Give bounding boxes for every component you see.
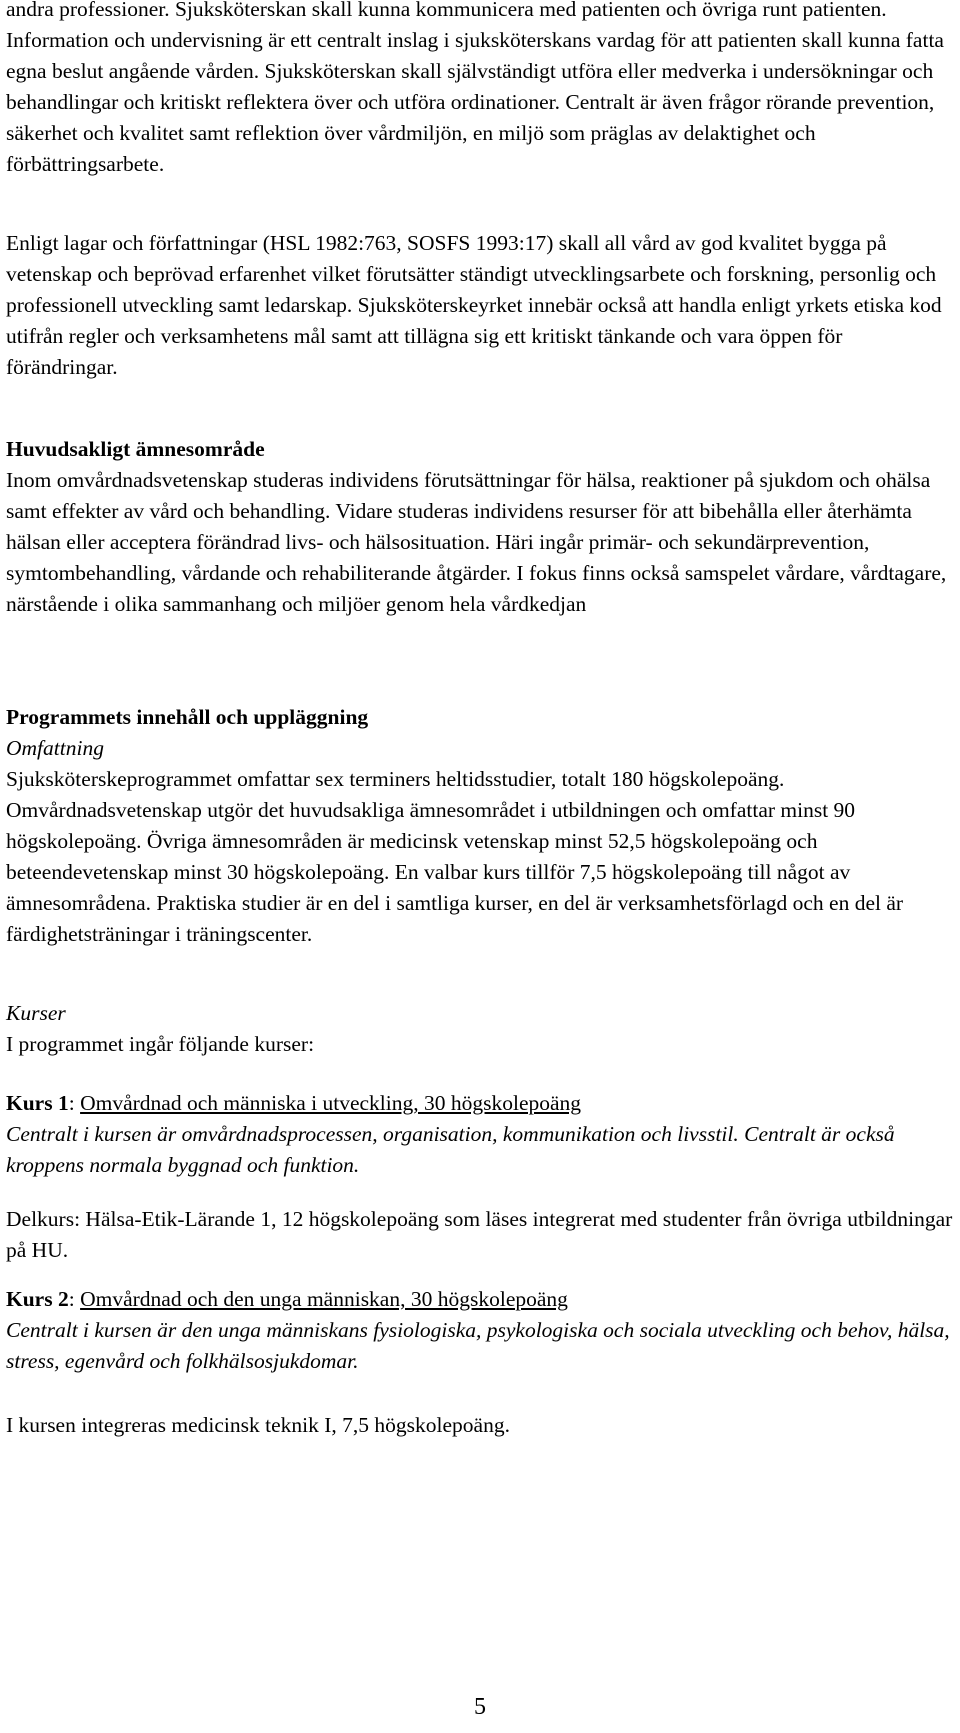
course-description: Centralt i kursen är den unga människans fysiologiska, psykologiska och sociala utveckling och behov, hälsa, stress, egenvård och folkhälsosjukdomar. [6, 1318, 950, 1373]
course-title: Omvårdnad och människa i utveckling, 30 högskolepoäng [80, 1091, 582, 1115]
body-paragraph: Inom omvårdnadsvetenskap studeras individens förutsättningar för hälsa, reaktioner på sjukdom och ohälsa samt effekter av vård och behandling. Vidare studeras individens resurser för att bibehålla eller återhämta hälsan eller acceptera förändrad livs- och hälsosituation. Häri ingår primär- och sekundärprevention, symtombehandling, vårdande och rehabiliterande åtgärder. I fokus finns också samspelet vårdare, vårdtagare, närstående i olika sammanhang och miljöer genom hela vårdkedjan [6, 468, 947, 616]
course-note: I kursen integreras medicinsk teknik I, 7,5 högskolepoäng. [6, 1413, 510, 1437]
course-separator: : [68, 1287, 81, 1311]
section-program [6, 702, 954, 950]
body-paragraph: Sjuksköterskeprogrammet omfattar sex terminers heltidsstudier, totalt 180 högskolepoäng. Omvårdnadsvetenskap utgör det huvudsakliga ämnesområdet i utbildningen och omfattar minst 90 högskolepoäng. Övriga ämnesområden är medicinsk vetenskap minst 52,5 högskolepoäng och beteendevetenskap minst 30 högskolepoäng. En valbar kurs tillför 7,5 högskolepoäng till något av ämnesområdena. Praktiska studier är en del i samtliga kurser, en del är verksamhetsförlagd och en del är färdighetsträningar i träningscenter. [6, 767, 904, 946]
course-title: Omvårdnad och den unga människan, 30 högskolepoäng [80, 1287, 568, 1311]
courses-intro: I programmet ingår följande kurser: [6, 1032, 315, 1056]
course-1-note [6, 1204, 954, 1266]
course-2-note [6, 1410, 954, 1441]
body-paragraph: Enligt lagar och författningar (HSL 1982:763, SOSFS 1993:17) skall all vård av god kvalitet bygga på vetenskap och beprövad erfarenhet vilket förutsätter ständigt utvecklingsarbete och forskning, personlig och professionell utveckling samt ledarskap. Sjuksköterskeyrket innebär också att handla enligt yrkets etiska kod utifrån regler och verksamhetens mål samt att tillägna sig ett kritiskt tänkande och vara öppen för förändringar. [6, 231, 942, 379]
page-number: 5 [474, 1694, 486, 1720]
course-1 [6, 1088, 954, 1181]
course-description: Centralt i kursen är omvårdnadsprocessen, organisation, kommunikation och livsstil. Centralt är också kroppens normala byggnad och funktion. [6, 1122, 895, 1177]
course-separator: : [68, 1091, 81, 1115]
courses-section [6, 998, 954, 1060]
section-heading: Huvudsakligt ämnesområde [6, 437, 265, 461]
course-title-line [6, 1088, 954, 1119]
course-title-line [6, 1284, 954, 1315]
section-heading: Programmets innehåll och uppläggning [6, 705, 369, 729]
subheading-courses: Kurser [6, 1001, 66, 1025]
course-number: Kurs 1 [6, 1091, 69, 1115]
section-main-area [6, 434, 954, 620]
body-paragraph: andra professioner. Sjuksköterskan skall kunna kommunicera med patienten och övriga runt patienten. Information och undervisning är ett centralt inslag i sjuksköterskans vardag för att patienten skall kunna fatta egna beslut angående vården. Sjuksköterskan skall självständigt utföra eller medverka i undersökningar och behandlingar och kritiskt reflektera över och utföra ordinationer. Centralt är även frågor rörande prevention, säkerhet och kvalitet samt reflektion över vårdmiljön, en miljö som präglas av delaktighet och förbättringsarbete. [6, 0, 944, 176]
subheading-scope: Omfattning [6, 736, 104, 760]
course-2 [6, 1284, 954, 1377]
course-note: Delkurs: Hälsa-Etik-Lärande 1, 12 högskolepoäng som läses integrerat med studenter från övriga utbildningar på HU. [6, 1207, 953, 1262]
course-number: Kurs 2 [6, 1287, 69, 1311]
